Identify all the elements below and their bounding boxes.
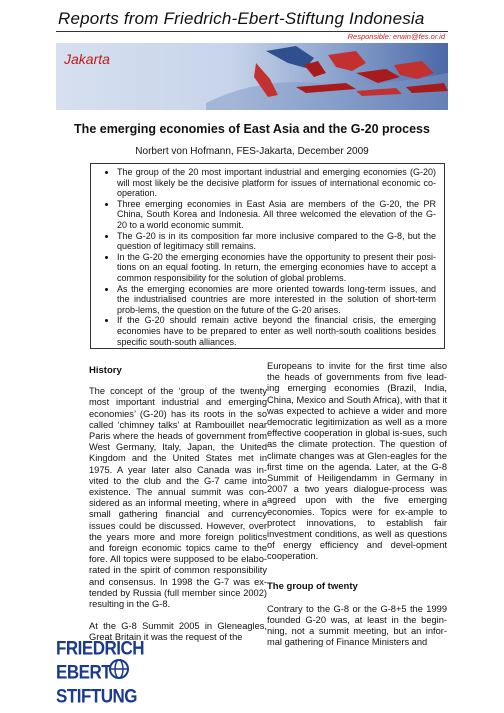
globe-icon xyxy=(108,658,130,680)
group-of-twenty-heading: The group of twenty xyxy=(267,580,358,592)
responsible-email: Responsible: erwin@fes.or.id xyxy=(347,32,445,41)
summary-box xyxy=(90,163,445,349)
history-paragraph: The concept of the ‘group of the twenty most important industrial and emerging economies’ (G-20) has its roots in the so called ‘chimney talks’ at Rambouillet near Paris where the heads of government from West Germany, Italy, Japan, the United Kingdom and the United States met in 1975. A year later also Canada was in-vited to the club and the G-7 came into existence. The annual summit was con-sidered as an informal meeting, where in a small gathering financial and currency issues could be discussed. However, over the years more and more foreign politics and foreign economic topics came to the fore. All topics were supposed to be elabo-rated in the spirit of common responsibility and consensus. In 1998 the G-7 was ex-tended by Russia (full member since 2002) resulting in the G-8. xyxy=(89,386,267,610)
header-banner xyxy=(56,43,448,110)
right-column xyxy=(267,361,447,660)
summary-item: • The G-20 is in its composition far more inclusive compared to the G-8, but the question of legitimacy still remains. xyxy=(117,231,436,252)
logo-line-friedrich: FRIEDRICH xyxy=(56,637,145,659)
summary-item: • If the G-20 should remain active beyond the financial crisis, the emerging economies have to be prepared to enter as well north-south coalitions besides specific south-south alliances. xyxy=(117,315,436,347)
history-heading: History xyxy=(89,365,122,376)
left-column xyxy=(89,365,267,655)
history-paragraph-continued: Europeans to invite for the first time also the heads of governments from five lead-ing emerging economies (Brazil, India, China, Mexico and South Africa), with that it was expected to achieve a wider and more democratic legitimization as well as a more effective cooperation in global is-sues, such as the climate protection. The question of climate changes was at Glen-eagles for the first time on the agenda. Later, at the G-8 Summit of Heiligendamm in Germany in 2007 a two years dialogue-process was agreed upon with the five emerging economies. Topics were for ex-ample to protect innovations, to establish fair investment conditions, as well as questions of energy efficiency and devel-opment cooperation. xyxy=(267,361,447,562)
summary-list xyxy=(101,167,436,347)
banner-location-label: Jakarta xyxy=(64,51,110,67)
summary-item: • The group of the 20 most important industrial and emerging economies (G-20) will most likely be the decisive platform for issues of international economic co-operation. xyxy=(117,167,436,199)
document-title: The emerging economies of East Asia and the G-20 process xyxy=(74,122,430,136)
indonesia-map-illustration xyxy=(56,43,448,110)
document-byline: Norbert von Hofmann, FES-Jakarta, December 2009 xyxy=(135,146,369,157)
history-paragraph: At the G-8 Summit 2005 in Gleneagles, Great Britain it was the request of the xyxy=(89,621,267,643)
logo-line-stiftung: STIFTUNG xyxy=(56,685,137,707)
fes-logo xyxy=(56,636,156,710)
logo-line-ebert: EBERT xyxy=(56,661,112,683)
report-header-title: Reports from Friedrich-Ebert-Stiftung Indonesia xyxy=(58,9,425,28)
summary-item: • Three emerging economies in East Asia are members of the G-20, the PR China, South Korea and Indonesia. All three welcomed the elevation of the G-20 to a world economic summit. xyxy=(117,199,436,231)
summary-item: • As the emerging economies are more oriented towards long-term issues, and the industrialised countries are more interested in the solution of short-term prob-lems, the question on the future of the G-20 arises. xyxy=(117,284,436,316)
summary-item: • In the G-20 the emerging economies have the opportunity to present their posi-tions on an equal footing. In return, the emerging economies have to accept a common responsibility for the solution of global problems. xyxy=(117,252,436,284)
group-paragraph: Contrary to the G-8 or the G-8+5 the 1999 founded G-20 was, at least in the begin-ning, not a summit meeting, but an infor-mal gathering of Finance Ministers and xyxy=(267,603,447,648)
